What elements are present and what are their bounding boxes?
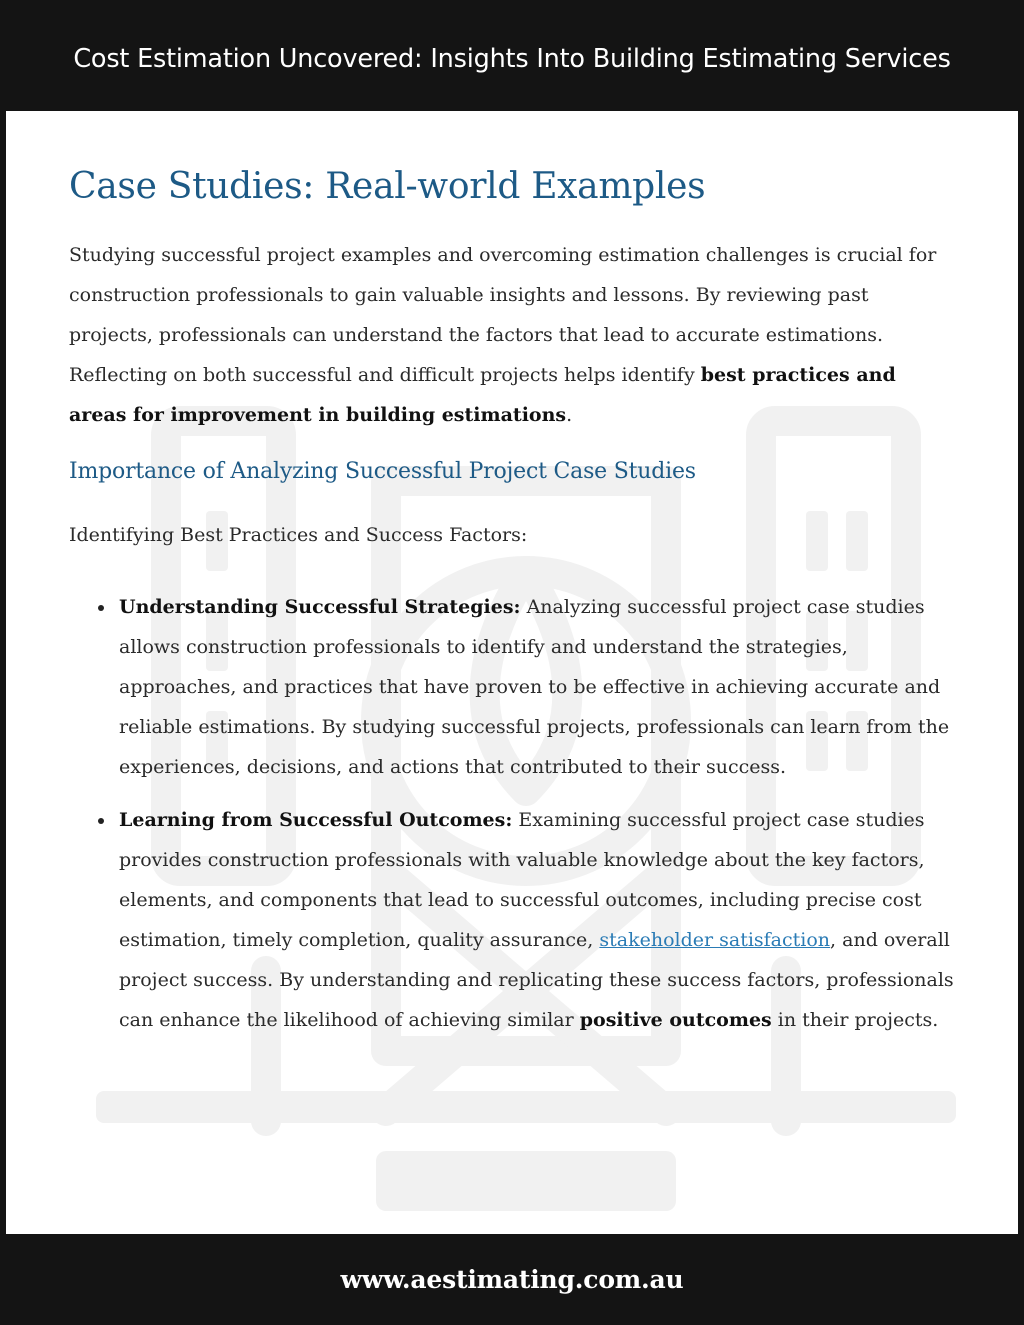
list-item-text: Analyzing successful project case studies allows construction professionals to identify and understand the strategies, approaches, and practices that have proven to be effective in achieving accurate and reliable estimations. By studying successful projects, professionals can learn from the experiences, decisions, and actions that contributed to their success. (119, 596, 950, 778)
list-item-title: Understanding Successful Strategies: (119, 596, 521, 618)
header-bar (6, 6, 1018, 111)
document-title: Cost Estimation Uncovered: Insights Into Building Estimating Services (73, 43, 951, 74)
list-item (69, 587, 959, 787)
bullet-icon (98, 818, 104, 824)
stakeholder-satisfaction-link[interactable]: stakeholder satisfaction (599, 929, 831, 951)
list-item-end: in their projects. (771, 1009, 939, 1031)
bullet-list (69, 587, 959, 1053)
content-area (6, 111, 1018, 1234)
list-item-text-continued: , and overall project success. By understanding and replicating these success factors, professionals can enhance the likelihood of achieving similar (119, 929, 954, 1031)
list-item-text: Examining successful project case studies provides construction professionals with valuable knowledge about the key factors, elements, and components that lead to successful outcomes, including precise cost estimation, timely completion, quality assurance, (119, 809, 925, 951)
list-item-bold-text: positive outcomes (579, 1009, 772, 1031)
list-item (69, 800, 959, 1040)
subsection-heading: Importance of Analyzing Successful Project Case Studies (69, 459, 696, 484)
website-url: www.aestimating.com.au (340, 1265, 684, 1294)
intro-paragraph (69, 235, 949, 435)
intro-end: . (566, 404, 573, 426)
lead-text: Identifying Best Practices and Success Factors: (69, 524, 528, 546)
list-item-title: Learning from Successful Outcomes: (119, 809, 513, 831)
footer-bar (6, 1234, 1018, 1325)
bullet-icon (98, 605, 104, 611)
section-heading: Case Studies: Real-world Examples (69, 166, 706, 207)
intro-text: Studying successful project examples and overcoming estimation challenges is crucial for construction professionals to gain valuable insights and lessons. By reviewing past projects, professionals can understand the factors that lead to accurate estimations. Reflecting on both successful and difficult projects helps identify (69, 244, 937, 386)
intro-bold-text: best practices and areas for improvement in building estimations (69, 364, 896, 426)
